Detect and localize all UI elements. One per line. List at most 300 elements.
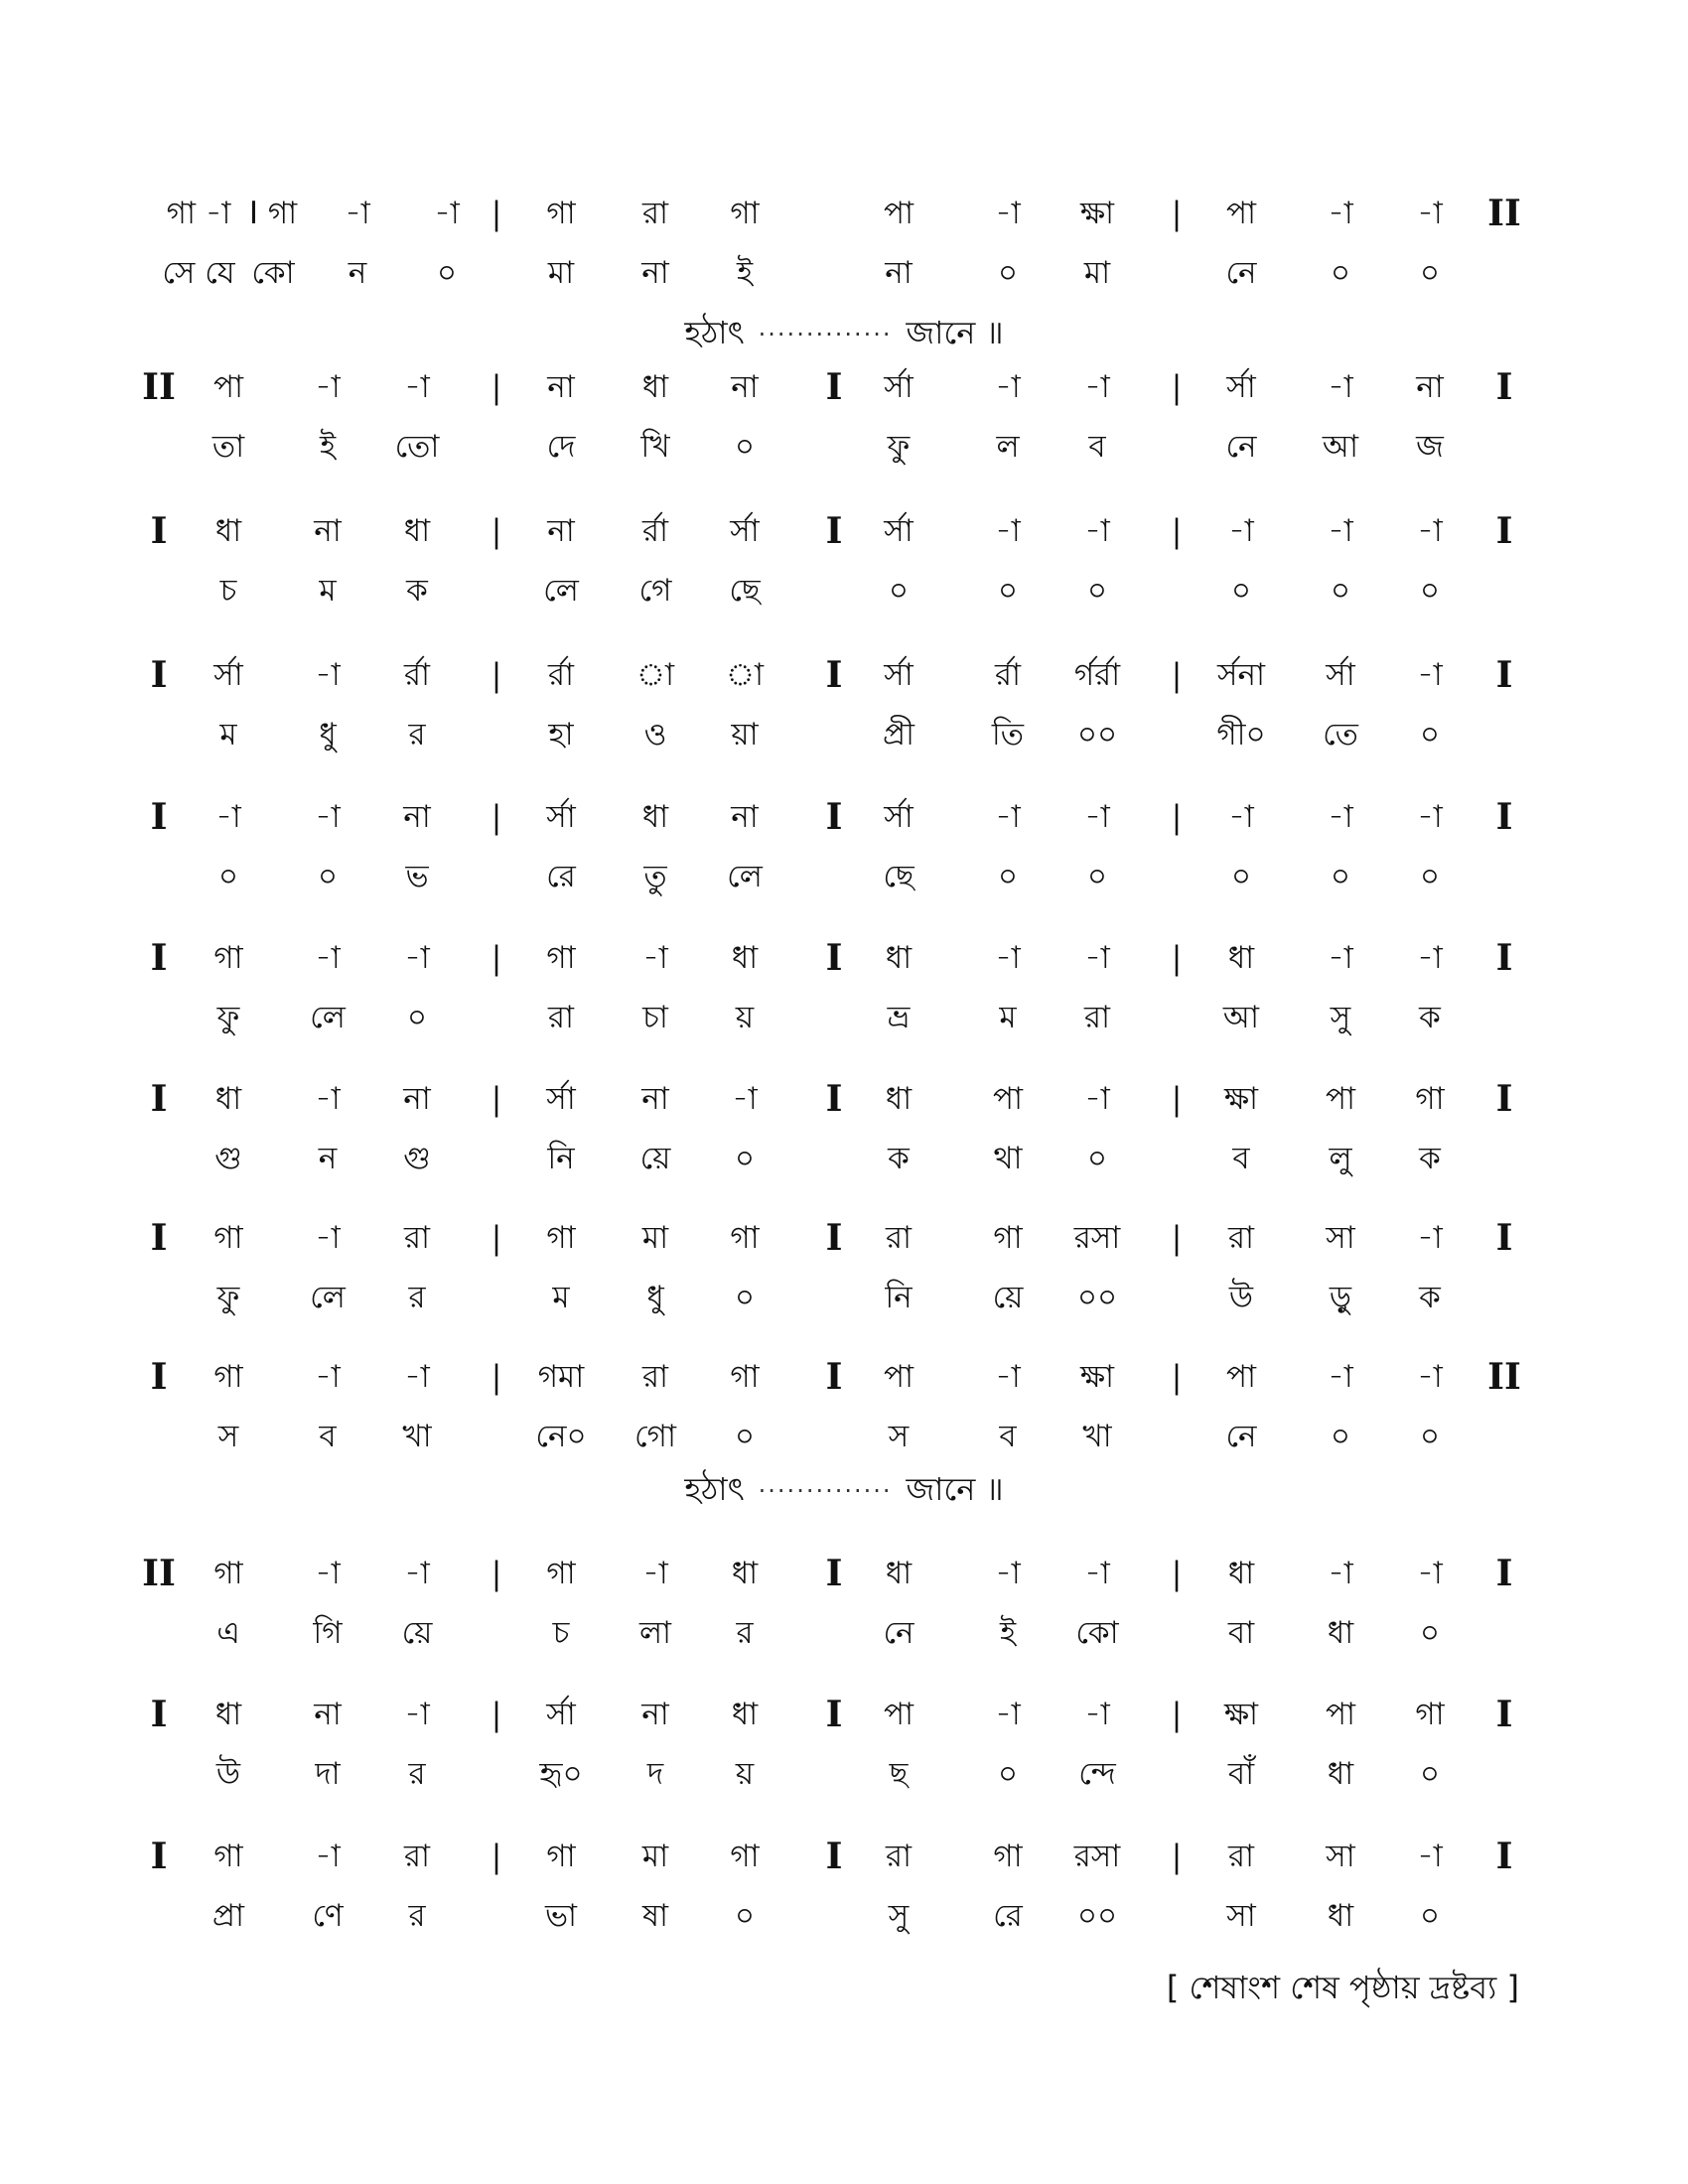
refrain-end: জানে ॥ bbox=[906, 314, 1004, 351]
lyric-cell: প্রা bbox=[211, 1898, 245, 1934]
note-cell: না bbox=[547, 513, 575, 549]
lyric-cell: জ bbox=[1416, 429, 1444, 465]
note-cell: -া bbox=[404, 940, 430, 976]
note-cell: -া bbox=[1084, 1697, 1110, 1732]
notation-row bbox=[0, 1352, 1688, 1402]
lyric-cell: সু bbox=[1330, 1000, 1351, 1035]
lyric-cell: ধা bbox=[1327, 1615, 1354, 1651]
lyric-cell: ম bbox=[552, 1280, 570, 1315]
lyric-cell: ফু bbox=[216, 1280, 240, 1315]
note-cell: রসা bbox=[1073, 1839, 1121, 1874]
lyric-cell: ন bbox=[318, 1141, 338, 1176]
note-cell: -া bbox=[404, 1697, 430, 1732]
end-bar-symbol: I bbox=[1495, 937, 1513, 979]
lyric-cell: ছ bbox=[889, 1756, 909, 1792]
note-cell: ক্ষা bbox=[1079, 1359, 1115, 1395]
note-cell: সা bbox=[1326, 1839, 1355, 1874]
note-cell: ধা bbox=[1227, 940, 1255, 976]
lyric-cell: ০ bbox=[217, 859, 239, 894]
note-cell: -া bbox=[1084, 369, 1110, 405]
lyric-cell: য়ে bbox=[992, 1280, 1024, 1315]
note-cell: ধা bbox=[641, 799, 669, 835]
note-cell: ধা bbox=[214, 513, 242, 549]
notation-row bbox=[0, 1690, 1688, 1739]
beat-divider: | bbox=[491, 512, 502, 550]
beat-divider: | bbox=[1171, 1219, 1183, 1257]
note-cell: -া bbox=[215, 799, 241, 835]
end-bar-symbol: I bbox=[1495, 1078, 1513, 1120]
measure-bar: I bbox=[825, 1078, 843, 1120]
note-cell: -া bbox=[1084, 1556, 1110, 1591]
lyric-row bbox=[0, 1891, 1688, 1941]
note-cell: -া bbox=[1328, 196, 1353, 231]
note-cell: সা bbox=[1326, 1220, 1355, 1256]
lyric-cell: গু bbox=[214, 1141, 242, 1176]
lyric-row bbox=[0, 1134, 1688, 1183]
continuation-note: [ শেষাংশ শেষ পৃষ্ঠায় দ্রষ্টব্য ] bbox=[1166, 1969, 1519, 2006]
lyric-cell: ম bbox=[219, 717, 237, 752]
note-cell: রা bbox=[641, 1359, 669, 1395]
note-cell: -া bbox=[1417, 1556, 1443, 1591]
lyric-cell: ই bbox=[999, 1615, 1017, 1651]
note-cell: না bbox=[314, 513, 342, 549]
lyric-cell: এ bbox=[216, 1615, 240, 1651]
note-cell: র্রা bbox=[403, 657, 431, 693]
note-cell: -া bbox=[1228, 799, 1254, 835]
lyric-row bbox=[0, 248, 1688, 298]
note-cell: -া bbox=[1328, 1359, 1353, 1395]
note-cell: -া bbox=[404, 1556, 430, 1591]
note-cell: না bbox=[641, 1081, 669, 1117]
lyric-cell: ০ bbox=[406, 1000, 428, 1035]
lyric-cell: ভ্র bbox=[887, 1000, 911, 1035]
note-cell: র্সনা bbox=[1217, 657, 1265, 693]
note-cell: ধা bbox=[214, 1697, 242, 1732]
note-cell: I গা bbox=[248, 196, 298, 231]
lyric-cell: গী০ bbox=[1216, 717, 1266, 752]
lyric-cell: ০ bbox=[1419, 1615, 1441, 1651]
lyric-cell: আ bbox=[1322, 429, 1359, 465]
note-cell: পা bbox=[992, 1081, 1024, 1117]
note-cell: -া bbox=[642, 940, 668, 976]
note-cell: না bbox=[314, 1697, 342, 1732]
lyric-cell: লা bbox=[638, 1615, 672, 1651]
lyric-cell: খা bbox=[402, 1419, 432, 1454]
start-bar-symbol: I bbox=[150, 796, 168, 838]
lyric-cell: আ bbox=[1222, 1000, 1260, 1035]
note-cell: -া bbox=[1084, 1081, 1110, 1117]
note-cell: রা bbox=[403, 1220, 431, 1256]
lyric-cell: য় bbox=[735, 1756, 755, 1792]
measure-bar: I bbox=[825, 510, 843, 552]
lyric-cell: ০ bbox=[1419, 255, 1441, 291]
lyric-cell: দ bbox=[646, 1756, 664, 1792]
beat-divider: | bbox=[1171, 798, 1183, 836]
note-cell: পা bbox=[1225, 1359, 1257, 1395]
lyric-cell: ০ bbox=[734, 1419, 756, 1454]
note-cell: ক্ষা bbox=[1079, 196, 1115, 231]
note-cell: র্রা bbox=[547, 657, 575, 693]
note-cell: ধা bbox=[731, 1697, 759, 1732]
lyric-cell: হা bbox=[548, 717, 574, 752]
note-cell: রা bbox=[403, 1839, 431, 1874]
lyric-cell: গে bbox=[638, 573, 672, 609]
lyric-cell: ড়ু bbox=[1329, 1280, 1352, 1315]
lyric-cell: য়ে bbox=[639, 1141, 671, 1176]
lyric-cell: রে bbox=[993, 1898, 1023, 1934]
note-cell: না bbox=[547, 369, 575, 405]
note-cell: গা bbox=[730, 1220, 760, 1256]
lyric-cell: ০ bbox=[436, 255, 458, 291]
measure-bar: I bbox=[825, 937, 843, 979]
note-cell: -া bbox=[642, 1556, 668, 1591]
lyric-cell: রা bbox=[547, 1000, 575, 1035]
note-cell: -া bbox=[1328, 940, 1353, 976]
lyric-cell: ক bbox=[1419, 1280, 1441, 1315]
lyric-cell: স bbox=[217, 1419, 239, 1454]
notation-row bbox=[0, 1832, 1688, 1881]
refrain-start: হঠাৎ bbox=[684, 314, 745, 351]
notation-row bbox=[0, 1549, 1688, 1598]
note-cell: -া bbox=[1328, 799, 1353, 835]
lyric-row bbox=[0, 566, 1688, 615]
lyric-cell: বা bbox=[1227, 1615, 1255, 1651]
notation-row bbox=[0, 933, 1688, 983]
note-cell: -া bbox=[434, 196, 460, 231]
lyric-cell: ০ bbox=[1230, 859, 1252, 894]
lyric-cell: লে bbox=[727, 859, 763, 894]
beat-divider: | bbox=[1171, 1358, 1183, 1396]
lyric-cell: র bbox=[408, 717, 426, 752]
note-cell: -া bbox=[315, 1556, 341, 1591]
lyric-cell: ক bbox=[1419, 1141, 1441, 1176]
note-cell: গা bbox=[730, 1359, 760, 1395]
note-cell: না bbox=[403, 799, 431, 835]
note-cell: -া bbox=[995, 1359, 1021, 1395]
note-cell: -া bbox=[995, 513, 1021, 549]
lyric-cell: নে bbox=[1225, 255, 1257, 291]
lyric-cell: ম bbox=[319, 573, 337, 609]
note-cell: গা bbox=[213, 1839, 243, 1874]
notation-row bbox=[0, 792, 1688, 842]
note-cell: ধা bbox=[885, 940, 913, 976]
beat-divider: | bbox=[1171, 1696, 1183, 1733]
note-cell: রা bbox=[1227, 1839, 1255, 1874]
lyric-row bbox=[0, 1273, 1688, 1322]
note-cell: গা -া bbox=[166, 196, 231, 231]
note-cell: গা bbox=[213, 1556, 243, 1591]
note-cell: র্গর্রা bbox=[1073, 657, 1121, 693]
beat-divider: | bbox=[1171, 656, 1183, 694]
beat-divider: | bbox=[1171, 512, 1183, 550]
note-cell: -া bbox=[315, 799, 341, 835]
lyric-cell: ০ bbox=[1330, 859, 1351, 894]
beat-divider: | bbox=[491, 368, 502, 406]
beat-divider: | bbox=[491, 656, 502, 694]
end-bar-symbol: I bbox=[1495, 654, 1513, 696]
note-cell: র্সা bbox=[546, 1697, 576, 1732]
lyric-cell: ০ bbox=[997, 573, 1019, 609]
lyric-cell: রে bbox=[546, 859, 576, 894]
beat-divider: | bbox=[491, 939, 502, 977]
note-cell: র্সা bbox=[1226, 369, 1256, 405]
lyric-cell: সু bbox=[888, 1898, 910, 1934]
beat-divider: | bbox=[491, 798, 502, 836]
note-cell: পা bbox=[212, 369, 244, 405]
note-cell: -া bbox=[1417, 940, 1443, 976]
note-cell: া bbox=[725, 657, 764, 693]
note-cell: -া bbox=[995, 1556, 1021, 1591]
note-cell: গা bbox=[730, 1839, 760, 1874]
note-cell: গা bbox=[546, 940, 576, 976]
note-cell: রসা bbox=[1073, 1220, 1121, 1256]
lyric-cell: চ bbox=[219, 573, 237, 609]
note-cell: -া bbox=[1417, 799, 1443, 835]
refrain-end: জানে ॥ bbox=[906, 1470, 1004, 1508]
note-cell: -া bbox=[1417, 1839, 1443, 1874]
measure-bar: I bbox=[825, 1694, 843, 1735]
note-cell: গা bbox=[993, 1839, 1023, 1874]
note-cell: রা bbox=[1227, 1220, 1255, 1256]
lyric-cell: প্রী bbox=[882, 717, 914, 752]
beat-divider: | bbox=[491, 1555, 502, 1592]
note-cell: র্সা bbox=[1326, 657, 1355, 693]
lyric-cell: নি bbox=[885, 1280, 913, 1315]
lyric-cell: ০ bbox=[1086, 1141, 1108, 1176]
note-cell: -া bbox=[732, 1081, 758, 1117]
note-cell: -া bbox=[315, 1081, 341, 1117]
lyric-cell: র bbox=[408, 1756, 426, 1792]
lyric-cell: ন bbox=[348, 255, 367, 291]
lyric-cell: য়া bbox=[731, 717, 759, 752]
lyric-cell: ০ bbox=[734, 429, 756, 465]
beat-divider: | bbox=[491, 1696, 502, 1733]
lyric-cell: তি bbox=[991, 717, 1025, 752]
notation-row bbox=[0, 1213, 1688, 1263]
note-cell: -া bbox=[995, 196, 1021, 231]
note-cell: রা bbox=[885, 1839, 913, 1874]
note-cell: পা bbox=[883, 196, 914, 231]
note-cell: -া bbox=[315, 657, 341, 693]
lyric-cell: ০ bbox=[997, 1756, 1019, 1792]
note-cell: া bbox=[635, 657, 674, 693]
note-cell: র্সা bbox=[884, 657, 914, 693]
lyric-cell: খা bbox=[1082, 1419, 1112, 1454]
note-cell: ক্ষা bbox=[1223, 1697, 1259, 1732]
lyric-cell: তু bbox=[643, 859, 667, 894]
lyric-cell: ভা bbox=[544, 1898, 578, 1934]
refrain-marker-2 bbox=[0, 1464, 1688, 1516]
notation-row bbox=[0, 1074, 1688, 1124]
refrain-marker-1 bbox=[0, 308, 1688, 359]
lyric-cell: স bbox=[888, 1419, 910, 1454]
note-cell: ধা bbox=[885, 1556, 913, 1591]
note-cell: -া bbox=[995, 369, 1021, 405]
note-cell: ধা bbox=[731, 940, 759, 976]
lyric-cell: ০ bbox=[734, 1280, 756, 1315]
note-cell: গা bbox=[213, 1359, 243, 1395]
lyric-row bbox=[0, 993, 1688, 1042]
note-cell: -া bbox=[1417, 513, 1443, 549]
lyric-cell: ০০ bbox=[1076, 1280, 1118, 1315]
note-cell: র্সা bbox=[884, 369, 914, 405]
start-bar-symbol: I bbox=[150, 654, 168, 696]
lyric-cell: র bbox=[408, 1280, 426, 1315]
beat-divider: | bbox=[491, 1219, 502, 1257]
note-cell: না bbox=[1416, 369, 1444, 405]
lyric-cell: ০ bbox=[1330, 255, 1351, 291]
start-bar-symbol: I bbox=[150, 1694, 168, 1735]
beat-divider: | bbox=[1171, 939, 1183, 977]
note-cell: ক্ষা bbox=[1223, 1081, 1259, 1117]
note-cell: র্সা bbox=[730, 513, 760, 549]
lyric-cell: চ bbox=[552, 1615, 570, 1651]
lyric-cell: ০০ bbox=[1076, 717, 1118, 752]
lyric-row bbox=[0, 1608, 1688, 1658]
note-cell: না bbox=[403, 1081, 431, 1117]
note-cell: রা bbox=[885, 1220, 913, 1256]
start-bar-symbol: I bbox=[150, 1078, 168, 1120]
note-cell: ধা bbox=[641, 369, 669, 405]
beat-divider: | bbox=[1171, 368, 1183, 406]
lyric-cell: ব bbox=[1088, 429, 1106, 465]
lyric-cell: নে bbox=[883, 1615, 914, 1651]
start-bar-symbol: II bbox=[142, 366, 176, 408]
lyric-cell: কো bbox=[251, 255, 295, 291]
lyric-cell: ছে bbox=[883, 859, 914, 894]
note-cell: গা bbox=[546, 1556, 576, 1591]
lyric-cell: লে bbox=[310, 1280, 346, 1315]
note-cell: -া bbox=[404, 369, 430, 405]
end-bar-symbol: I bbox=[1495, 796, 1513, 838]
lyric-row bbox=[0, 852, 1688, 901]
start-bar-symbol: I bbox=[150, 1836, 168, 1877]
note-cell: -া bbox=[1084, 799, 1110, 835]
beat-divider: | bbox=[1171, 1838, 1183, 1875]
note-cell: -া bbox=[315, 1359, 341, 1395]
lyric-cell: ০ bbox=[1419, 1898, 1441, 1934]
note-cell: -া bbox=[1228, 513, 1254, 549]
end-bar-symbol: I bbox=[1495, 1553, 1513, 1594]
note-cell: -া bbox=[1417, 1220, 1443, 1256]
lyric-cell: য়ে bbox=[401, 1615, 433, 1651]
note-cell: ধা bbox=[1227, 1556, 1255, 1591]
note-cell: গা bbox=[993, 1220, 1023, 1256]
note-cell: ধা bbox=[214, 1081, 242, 1117]
notation-row bbox=[0, 189, 1688, 238]
lyric-cell: দে bbox=[546, 429, 576, 465]
note-cell: -া bbox=[1328, 1556, 1353, 1591]
note-cell: -া bbox=[995, 940, 1021, 976]
note-cell: গা bbox=[213, 940, 243, 976]
lyric-cell: উ bbox=[215, 1756, 241, 1792]
lyric-cell: য় bbox=[735, 1000, 755, 1035]
end-bar-symbol: I bbox=[1495, 1217, 1513, 1259]
measure-bar: I bbox=[825, 1553, 843, 1594]
note-cell: -া bbox=[995, 1697, 1021, 1732]
note-cell: র্সা bbox=[884, 799, 914, 835]
lyric-cell: মা bbox=[547, 255, 575, 291]
lyric-cell: রা bbox=[1083, 1000, 1111, 1035]
beat-divider: | bbox=[1171, 1080, 1183, 1118]
note-cell: গা bbox=[1415, 1697, 1445, 1732]
lyric-cell: ণে bbox=[312, 1898, 344, 1934]
lyric-cell: ০ bbox=[888, 573, 910, 609]
lyric-cell: গি bbox=[313, 1615, 343, 1651]
lyric-cell: ল bbox=[996, 429, 1020, 465]
lyric-cell: ও bbox=[643, 717, 667, 752]
lyric-cell: নে bbox=[1225, 1419, 1257, 1454]
note-cell: গা bbox=[546, 1220, 576, 1256]
lyric-cell: দা bbox=[315, 1756, 341, 1792]
measure-bar: I bbox=[825, 796, 843, 838]
lyric-cell: ম bbox=[999, 1000, 1017, 1035]
lyric-cell: লে bbox=[310, 1000, 346, 1035]
note-cell: মা bbox=[641, 1839, 669, 1874]
end-bar-symbol: I bbox=[1495, 366, 1513, 408]
lyric-cell: ব bbox=[319, 1419, 337, 1454]
lyric-cell: ০ bbox=[1419, 573, 1441, 609]
note-cell: -া bbox=[1417, 196, 1443, 231]
lyric-cell: ধু bbox=[646, 1280, 664, 1315]
note-cell: -া bbox=[1328, 369, 1353, 405]
lyric-cell: লু bbox=[1329, 1141, 1352, 1176]
note-cell: পা bbox=[1325, 1081, 1356, 1117]
lyric-cell: ই bbox=[736, 255, 754, 291]
note-cell: পা bbox=[1225, 196, 1257, 231]
end-bar-symbol: I bbox=[1495, 1836, 1513, 1877]
beat-divider: | bbox=[1171, 195, 1183, 232]
note-cell: র্রা bbox=[641, 513, 669, 549]
start-bar-symbol: I bbox=[150, 1356, 168, 1398]
notation-row bbox=[0, 362, 1688, 412]
end-bar-symbol: I bbox=[1495, 510, 1513, 552]
lyric-cell: খি bbox=[640, 429, 670, 465]
refrain-start: হঠাৎ bbox=[684, 1470, 745, 1508]
note-cell: -া bbox=[1328, 513, 1353, 549]
lyric-cell: চা bbox=[642, 1000, 668, 1035]
start-bar-symbol: I bbox=[150, 510, 168, 552]
measure-bar: I bbox=[825, 366, 843, 408]
lyric-cell: ০ bbox=[1419, 1756, 1441, 1792]
note-cell: রা bbox=[641, 196, 669, 231]
beat-divider: | bbox=[491, 1838, 502, 1875]
lyric-cell: ছে bbox=[729, 573, 761, 609]
lyric-cell: ০ bbox=[1330, 1419, 1351, 1454]
note-cell: গা bbox=[1415, 1081, 1445, 1117]
lyric-cell: নে০ bbox=[535, 1419, 587, 1454]
note-cell: র্সা bbox=[546, 799, 576, 835]
lyric-cell: ন্দে bbox=[1078, 1756, 1116, 1792]
lyric-cell: ষা bbox=[641, 1898, 669, 1934]
note-cell: -া bbox=[995, 799, 1021, 835]
lyric-cell: লে bbox=[543, 573, 579, 609]
note-cell: র্সা bbox=[884, 513, 914, 549]
lyric-cell: তো bbox=[394, 429, 440, 465]
note-cell: র্রা bbox=[994, 657, 1022, 693]
start-bar-symbol: I bbox=[150, 1217, 168, 1259]
note-cell: না bbox=[731, 369, 759, 405]
lyric-cell: গো bbox=[634, 1419, 676, 1454]
lyric-cell: ফু bbox=[887, 429, 911, 465]
note-cell: -া bbox=[1084, 940, 1110, 976]
end-bar-symbol: I bbox=[1495, 1694, 1513, 1735]
note-cell: পা bbox=[883, 1697, 914, 1732]
notation-row bbox=[0, 506, 1688, 556]
lyric-cell: ০ bbox=[1086, 573, 1108, 609]
lyric-cell: না bbox=[885, 255, 913, 291]
measure-bar: I bbox=[825, 1836, 843, 1877]
